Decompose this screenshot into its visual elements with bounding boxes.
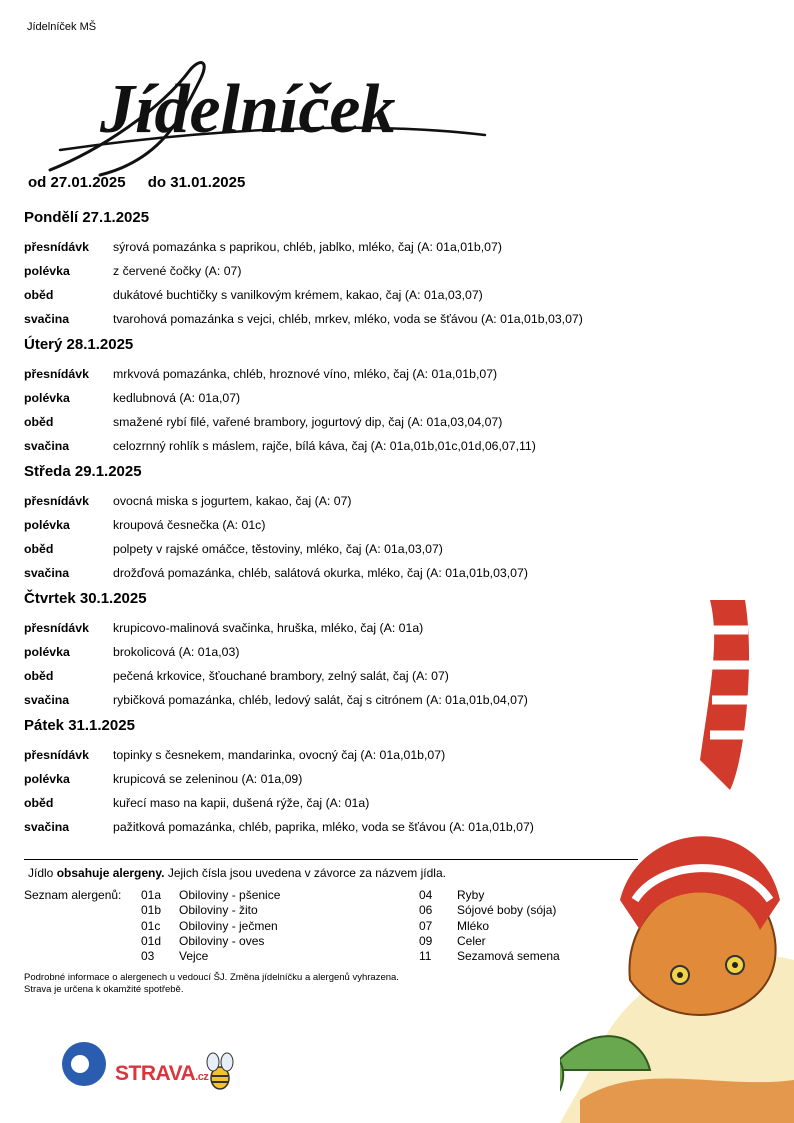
day-title: Čtvrtek 30.1.2025: [24, 590, 147, 607]
allergen-name: Obiloviny - oves: [179, 933, 265, 948]
day-section: [24, 333, 644, 458]
day-section: [24, 587, 644, 712]
title-text: Jídelníček: [100, 71, 396, 148]
day-title: Středa 29.1.2025: [24, 463, 142, 480]
meal-text: topinky s česnekem, mandarinka, ovocný čaj (A: 01a,01b,07): [113, 748, 446, 762]
meal-text: pažitková pomazánka, chléb, paprika, mléko, voda se šťávou (A: 01a,01b,07): [113, 820, 534, 834]
day-section: [24, 206, 644, 331]
allergen-code: 09: [419, 933, 433, 948]
meal-text: polpety v rajské omáčce, těstoviny, mléko, čaj (A: 01a,03,07): [113, 542, 443, 556]
meal-label: oběd: [24, 415, 54, 429]
meal-text: dukátové buchtičky s vanilkovým krémem, kakao, čaj (A: 01a,03,07): [113, 288, 483, 302]
meal-text: rybičková pomazánka, chléb, ledový salát, čaj s citrónem (A: 01a,01b,04,07): [113, 693, 528, 707]
meal-label: přesnídávk: [24, 367, 89, 381]
meal-label: svačina: [24, 566, 70, 580]
meal-text: krupicovo-malinová svačinka, hruška, mléko, čaj (A: 01a): [113, 621, 424, 635]
allergen-row: [141, 919, 280, 934]
meal-text: brokolicová (A: 01a,03): [113, 645, 240, 659]
meal-row: [24, 307, 644, 331]
meal-row: [24, 664, 644, 688]
meal-row: [24, 259, 644, 283]
meal-row: [24, 434, 644, 458]
allergen-row: [419, 934, 560, 949]
allergen-name: Celer: [457, 933, 486, 948]
allergen-code: 11: [419, 949, 432, 964]
allergen-code: 01a: [141, 888, 162, 902]
strava-logo-text: [115, 1062, 208, 1086]
meal-text: krupicová se zeleninou (A: 01a,09): [113, 772, 303, 786]
allergen-row: [419, 919, 560, 934]
meal-row: [24, 235, 644, 259]
divider: [24, 859, 638, 860]
meal-text: z červené čočky (A: 07): [113, 264, 242, 278]
meal-row: [24, 743, 644, 767]
meal-text: pečená krkovice, šťouchané brambory, zelný salát, čaj (A: 07): [113, 669, 449, 683]
note-prefix: Jídlo: [28, 866, 57, 880]
meal-row: [24, 815, 644, 839]
date-to: do 31.01.2025: [147, 174, 246, 191]
meal-text: kuřecí maso na kapii, dušená rýže, čaj (A: 01a): [113, 796, 370, 810]
meal-text: ovocná miska s jogurtem, kakao, čaj (A: 07): [113, 494, 352, 508]
cat-in-hat-illustration: [560, 460, 794, 1123]
meal-label: polévka: [24, 391, 70, 405]
allergen-code: 01d: [141, 933, 162, 948]
menu-days: [24, 206, 644, 841]
allergen-row: [141, 949, 280, 964]
allergen-row: [141, 888, 280, 903]
meal-label: svačina: [24, 693, 70, 707]
day-title: Pondělí 27.1.2025: [24, 209, 150, 226]
allergen-code: 01b: [141, 903, 162, 918]
footnote: [24, 972, 399, 996]
day-section: [24, 714, 644, 839]
meal-label: přesnídávk: [24, 621, 89, 635]
meal-row: [24, 616, 644, 640]
logo-suffix: .cz: [195, 1071, 209, 1083]
meal-row: [24, 513, 644, 537]
meal-row: [24, 640, 644, 664]
allergen-code: 03: [141, 949, 155, 964]
allergen-list-label: Seznam alergenů:: [24, 888, 122, 902]
allergen-code: 04: [419, 888, 433, 902]
day-title: Úterý 28.1.2025: [24, 336, 134, 353]
meal-label: oběd: [24, 288, 54, 302]
meal-text: smažené rybí filé, vařené brambory, jogurtový dip, čaj (A: 01a,03,04,07): [113, 415, 503, 429]
meal-label: polévka: [24, 772, 70, 786]
allergen-code: 07: [419, 918, 433, 933]
meal-text: drožďová pomazánka, chléb, salátová okurka, mléko, čaj (A: 01a,01b,03,07): [113, 566, 528, 580]
document-header-label: Jídelníček MŠ: [27, 21, 97, 33]
meal-label: přesnídávk: [24, 494, 89, 508]
meal-text: celozrnný rohlík s máslem, rajče, bílá káva, čaj (A: 01a,01b,01c,01d,06,07,11): [113, 439, 536, 453]
allergen-code: 06: [419, 903, 433, 918]
allergen-row: [419, 949, 560, 964]
bee-icon: [202, 1048, 238, 1096]
allergen-name: Ryby: [457, 888, 485, 902]
footnote-line-2: Strava je určena k okamžité spotřebě.: [24, 984, 184, 995]
allergen-row: [141, 903, 280, 918]
allergen-name: Vejce: [179, 949, 209, 964]
allergen-name: Sezamová semena: [457, 949, 560, 964]
meal-row: [24, 386, 644, 410]
allergen-name: Obiloviny - pšenice: [179, 888, 281, 902]
meal-label: polévka: [24, 518, 70, 532]
meal-label: svačina: [24, 820, 70, 834]
meal-row: [24, 561, 644, 585]
meal-row: [24, 283, 644, 307]
meal-text: tvarohová pomazánka s vejci, chléb, mrkev, mléko, voda se šťávou (A: 01a,01b,03,07): [113, 312, 583, 326]
allergen-row: [141, 934, 280, 949]
allergen-name: Obiloviny - ječmen: [179, 918, 278, 933]
meal-row: [24, 362, 644, 386]
day-section: [24, 460, 644, 585]
allergen-name: Sójové boby (sója): [457, 903, 557, 918]
allergen-note: [28, 866, 446, 880]
meal-text: kroupová česnečka (A: 01c): [113, 518, 266, 532]
logo-word: STRAVA: [115, 1062, 196, 1085]
meal-label: přesnídávk: [24, 240, 89, 254]
meal-label: svačina: [24, 439, 70, 453]
allergen-name: Mléko: [457, 918, 490, 933]
note-rest: Jejich čísla jsou uvedena v závorce za názvem jídla.: [164, 866, 446, 880]
meal-label: polévka: [24, 264, 70, 278]
meal-label: oběd: [24, 796, 54, 810]
meal-text: kedlubnová (A: 01a,07): [113, 391, 241, 405]
meal-text: mrkvová pomazánka, chléb, hroznové víno, mléko, čaj (A: 01a,01b,07): [113, 367, 498, 381]
allergen-list-left: [141, 888, 280, 964]
allergen-name: Obiloviny - žito: [179, 903, 258, 918]
meal-text: sýrová pomazánka s paprikou, chléb, jablko, mléko, čaj (A: 01a,01b,07): [113, 240, 502, 254]
meal-row: [24, 767, 644, 791]
allergen-list-right: [419, 888, 560, 964]
date-range: [28, 174, 245, 191]
meal-label: polévka: [24, 645, 70, 659]
title-handwritten: [40, 50, 500, 180]
meal-row: [24, 791, 644, 815]
note-bold: obsahuje alergeny.: [56, 866, 165, 880]
meal-label: oběd: [24, 669, 54, 683]
strava-logo-icon: [60, 1040, 110, 1090]
meal-label: svačina: [24, 312, 70, 326]
meal-row: [24, 410, 644, 434]
allergen-row: [419, 888, 560, 903]
day-title: Pátek 31.1.2025: [24, 717, 135, 734]
allergen-code: 01c: [141, 918, 161, 933]
meal-row: [24, 537, 644, 561]
meal-row: [24, 688, 644, 712]
meal-label: oběd: [24, 542, 54, 556]
meal-row: [24, 489, 644, 513]
date-from: od 27.01.2025: [28, 174, 126, 191]
allergen-row: [419, 903, 560, 918]
footnote-line-1: Podrobné informace o alergenech u vedoucí ŠJ. Změna jídelníčku a alergenů vyhrazena.: [24, 972, 399, 983]
meal-label: přesnídávk: [24, 748, 89, 762]
